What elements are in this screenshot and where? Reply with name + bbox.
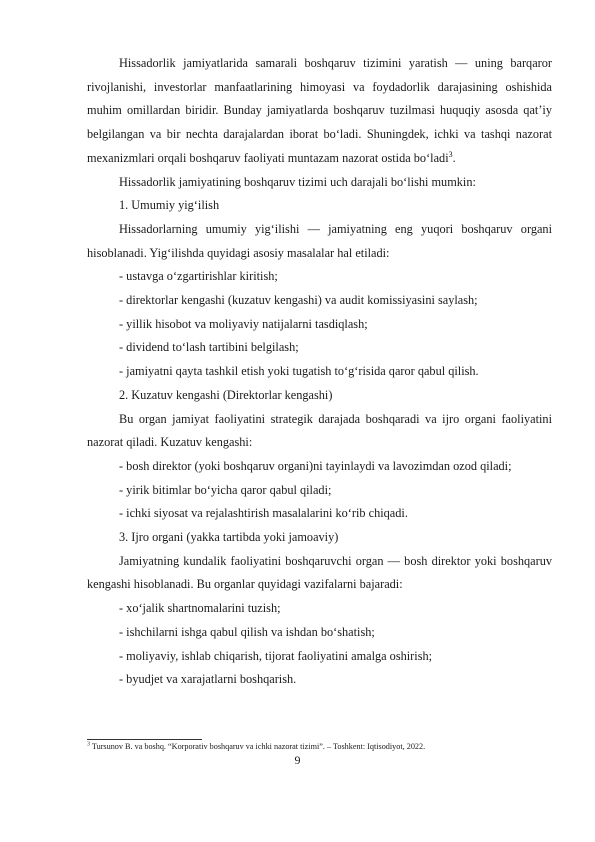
list-item: - yillik hisobot va moliyaviy natijalarni tasdiqlash; [119,316,368,331]
list-item: - ustavga o‘zgartirishlar kiritish; [119,269,278,284]
footnote-text: Tursunov B. va boshq. “Korporativ boshqaruv va ichki nazorat tizimi”. – Toshkent: Iqtisodiyot, 2022. [90,742,426,751]
paragraph-general-meeting: Hissadorlarning umumiy yig‘ilishi — jamiyatning eng yuqori boshqaruv organi hisoblanadi. Yig‘ilishda quyidagi asosiy masalalar hal etiladi: [87,221,552,260]
list-item: - dividend to‘lash tartibini belgilash; [119,340,299,355]
paragraph-intro-text: Hissadorlik jamiyatlarida samarali boshqaruv tizimini yaratish — uning barqaror rivojlanishi, investorlar manfaatlarining himoyasi va foydadorlik darajasining oshishida muhim omillardan biridir. Bunday jamiyatlarda boshqaruv tuzilmasi huquqiy asosda qat’iy belgilangan va bir nechta darajalardan iborat bo‘ladi. Shuningdek, ichki va tashqi nazorat mexanizmlari orqali boshqaruv faoliyati muntazam nazorat ostida bo‘ladi [87,56,552,165]
heading-general-meeting: 1. Umumiy yig‘ilish [119,198,220,213]
list-item: - yirik bitimlar bo‘yicha qaror qabul qiladi; [119,482,332,497]
footnote-reference[interactable]: 3 [448,149,453,159]
footnote [87,741,552,752]
heading-supervisory-board: 2. Kuzatuv kengashi (Direktorlar kengashi) [119,387,333,402]
footnote-marker: 3 [87,741,90,748]
paragraph-intro-end: . [452,150,456,165]
list-item: - direktorlar kengashi (kuzatuv kengashi) va audit komissiyasini saylash; [119,293,478,308]
paragraph-levels: Hissadorlik jamiyatining boshqaruv tizimi uch darajali bo‘lishi mumkin: [119,174,476,189]
list-item: - ichki siyosat va rejalashtirish masalalarini ko‘rib chiqadi. [119,506,408,521]
list-item: - xo‘jalik shartnomalarini tuzish; [119,601,281,616]
page-number: 9 [294,753,301,767]
list-item: - bosh direktor (yoki boshqaruv organi)ni tayinlaydi va lavozimdan ozod qiladi; [119,458,512,473]
footnote-separator [87,739,202,740]
list-item: - byudjet va xarajatlarni boshqarish. [119,672,297,687]
paragraph-executive-body: Jamiyatning kundalik faoliyatini boshqaruvchi organ — bosh direktor yoki boshqaruv kengashi hisoblanadi. Bu organlar quyidagi vazifalarni bajaradi: [87,553,552,592]
paragraph-intro [87,52,552,171]
paragraph-supervisory-board: Bu organ jamiyat faoliyatini strategik darajada boshqaradi va ijro organi faoliyatini nazorat qiladi. Kuzatuv kengashi: [87,411,552,450]
list-item: - ishchilarni ishga qabul qilish va ishdan bo‘shatish; [119,624,375,639]
list-item: - moliyaviy, ishlab chiqarish, tijorat faoliyatini amalga oshirish; [119,648,433,663]
heading-executive-body: 3. Ijro organi (yakka tartibda yoki jamoaviy) [119,530,339,545]
list-item: - jamiyatni qayta tashkil etish yoki tugatish to‘g‘risida qaror qabul qilish. [119,364,479,379]
body-text [87,52,552,692]
